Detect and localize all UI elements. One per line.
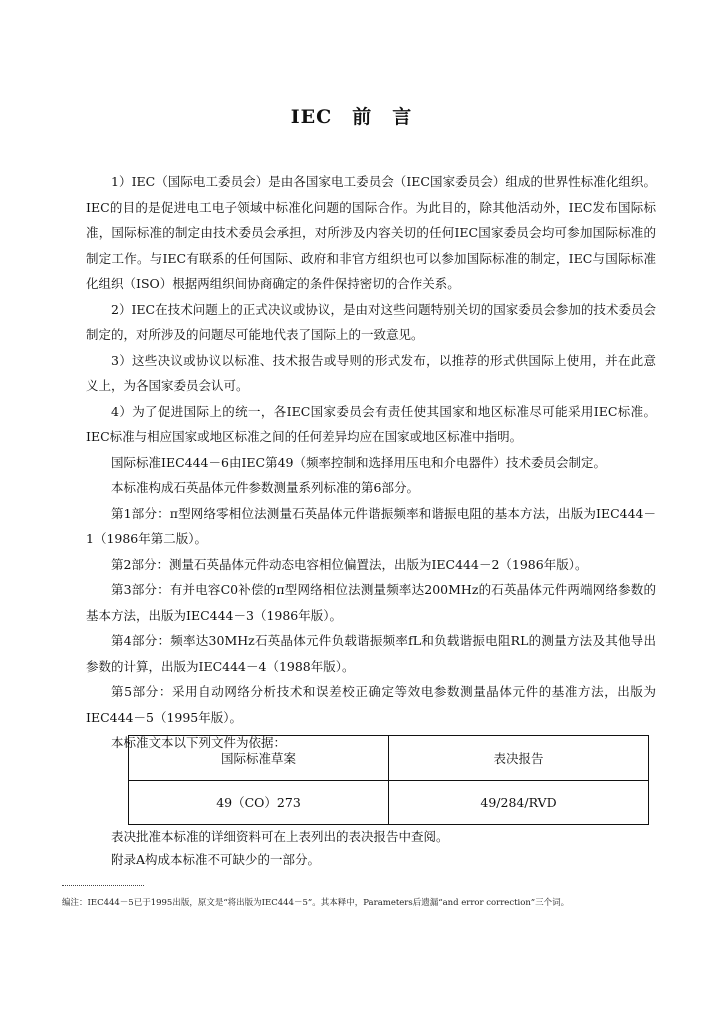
- part-2: 第2部分：测量石英晶体元件动态电容相位偏置法，出版为IEC444－2（1986年版）。: [111, 556, 588, 572]
- foreword-body: [86, 169, 656, 756]
- title-word-2: 言: [392, 106, 413, 128]
- part-1: 第1部分：π型网络零相位法测量石英晶体元件谐振频率和谐振电阻的基本方法，出版为IEC444－1（1986年第二版）。: [86, 505, 656, 546]
- cell-voting: 49/284/RVD: [389, 780, 649, 825]
- page-title: [0, 102, 703, 129]
- title-word-1: 前: [352, 106, 373, 128]
- table-header-row: [129, 736, 649, 781]
- paragraph-basis: 本标准文本以下列文件为依据：: [111, 735, 287, 750]
- after-line-2: 附录A构成本标准不可缺少的一部分。: [111, 852, 321, 867]
- paragraph-4: 4）为了促进国际上的统一，各IEC国家委员会有责任使其国家和地区标准尽可能采用IEC标准。IEC标准与相应国家或地区标准之间的任何差异均应在国家或地区标准中指明。: [86, 403, 656, 444]
- after-line-1: 表决批准本标准的详细资料可在上表列出的表决报告中查阅。: [111, 829, 449, 844]
- title-prefix: IEC: [290, 106, 333, 128]
- table-row: [129, 780, 649, 825]
- after-table-text: [86, 825, 656, 871]
- header-draft: 国际标准草案: [129, 736, 389, 781]
- paragraph-2: 2）IEC在技术问题上的正式决议或协议，是由对这些问题特别关切的国家委员会参加的技术委员会制定的，对所涉及的问题尽可能地代表了国际上的一致意见。: [86, 301, 656, 342]
- part-3: 第3部分：有并电容C0补偿的π型网络相位法测量频率达200MHz的石英晶体元件两端网络参数的基本方法，出版为IEC444－3（1986年版）。: [86, 582, 656, 623]
- paragraph-5: 国际标准IEC444－6由IEC第49（频率控制和选择用压电和介电器件）技术委员会制定。: [111, 454, 606, 470]
- paragraph-6: 本标准构成石英晶体元件参数测量系列标准的第6部分。: [111, 480, 419, 495]
- part-5: 第5部分：采用自动网络分析技术和误差校正确定等效电参数测量晶体元件的基准方法，出版为IEC444－5（1995年版）。: [86, 684, 656, 725]
- header-voting: 表决报告: [389, 736, 649, 781]
- reference-table: [128, 735, 649, 825]
- footnote-divider: [62, 885, 144, 886]
- cell-draft: 49（CO）273: [129, 780, 389, 825]
- paragraph-3: 3）这些决议或协议以标准、技术报告或导则的形式发布，以推荐的形式供国际上使用，并在此意义上，为各国家委员会认可。: [86, 352, 656, 393]
- part-4: 第4部分：频率达30MHz石英晶体元件负载谐振频率fL和负载谐振电阻RL的测量方法及其他导出参数的计算，出版为IEC444－4（1988年版）。: [86, 633, 656, 674]
- paragraph-1: 1）IEC（国际电工委员会）是由各国家电工委员会（IEC国家委员会）组成的世界性标准化组织。IEC的目的是促进电工电子领域中标准化问题的国际合作。为此目的，除其他活动外，IEC发布国际标准，国际标准的制定由技术委员会承担，对所涉及内容关切的任何IEC国家委员会均可参加国际标准的制定工作。与IEC有联系的任何国际、政府和非官方组织也可以参加国际标准的制定，IEC与国际标准化组织（ISO）根据两组织间协商确定的条件保持密切的合作关系。: [86, 174, 656, 291]
- editor-note: 编注：IEC444－5已于1995出版，原文是“将出版为IEC444－5”。其本释中，Parameters后遗漏“and error correction”三个词。: [62, 898, 570, 908]
